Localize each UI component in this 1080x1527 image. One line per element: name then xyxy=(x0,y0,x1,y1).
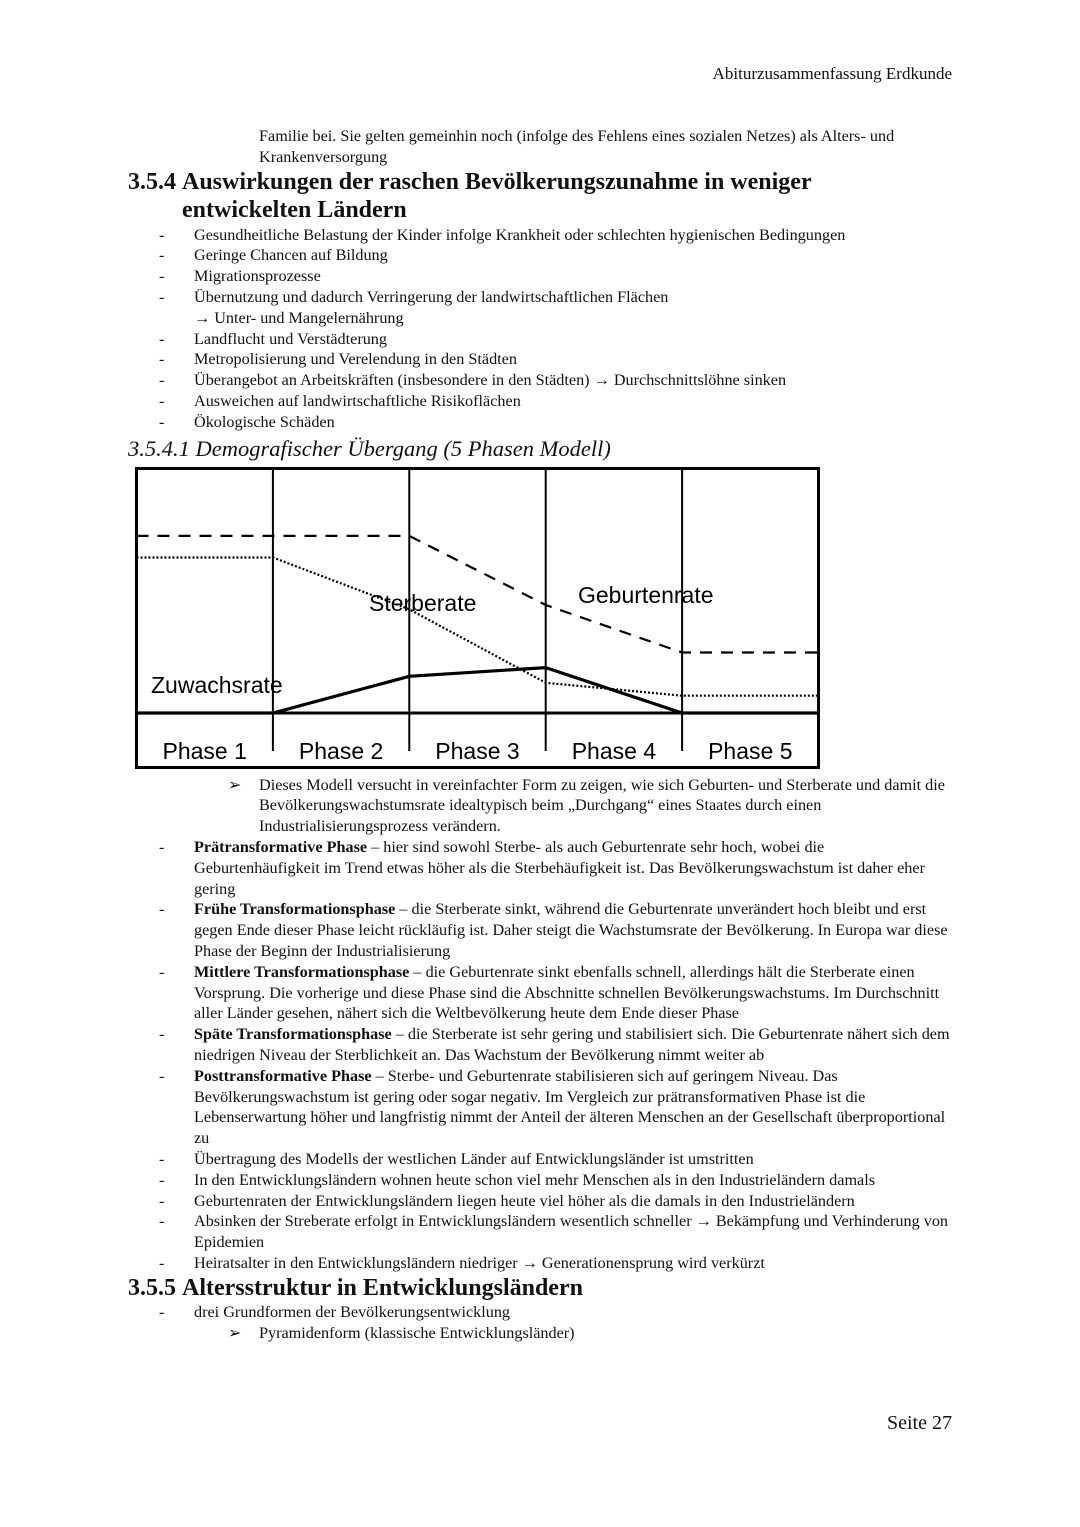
phase-label: Phase 2 xyxy=(298,737,384,764)
phase-item xyxy=(128,899,954,961)
list-item: - In den Entwicklungsländern wohnen heute schon viel mehr Menschen als in den Industrieländern damals xyxy=(128,1170,954,1191)
page-header: Abiturzusammenfassung Erdkunde xyxy=(712,64,952,83)
geburtenrate-line xyxy=(137,535,819,652)
phase-text: – die Geburtenrate sinkt ebenfalls schnell, allerdings hält die Sterberate einen Vorsprung. Die vorherige und diese Phase sind die Abschnitte schnellen Bevölkerungswachstums. Im Durchschnitt aller Länder gesehen, nähert sich die Weltbevölkerung heute dem Ende dieser Phase xyxy=(194,962,940,1023)
section-heading-354 xyxy=(128,168,954,225)
demographic-transition-chart xyxy=(135,467,821,769)
arrowhead-bullet-icon: ➢ xyxy=(228,775,242,794)
chart-frame xyxy=(137,468,819,767)
phase-term: Späte Transformationsphase xyxy=(194,1025,392,1044)
list-item: - drei Grundformen der Bevölkerungsentwicklung xyxy=(128,1302,954,1323)
phase-item xyxy=(128,962,954,1024)
age-structure-list xyxy=(128,1302,954,1323)
phase-label: Phase 5 xyxy=(708,737,793,764)
list-item: - Metropolisierung und Verelendung in den Städten xyxy=(128,349,954,370)
phase-text: – die Sterberate sinkt, während die Geburtenrate unverändert hoch bleibt und erst gegen Ende dieser Phase leicht rückläufig ist. Daher steigt die Wachstumsrate der Bevölkerung. In Europa war diese Phase der Beginn der Industrialisierung xyxy=(194,900,948,960)
subsection-heading-3541: 3.5.4.1 Demografischer Übergang (5 Phasen Modell) xyxy=(128,435,611,461)
section-heading-355 xyxy=(128,1274,954,1303)
phase-label: Phase 3 xyxy=(435,737,520,764)
effects-list xyxy=(128,225,954,433)
sterberate-label: Sterberate xyxy=(369,589,477,616)
list-item: - Ökologische Schäden xyxy=(128,412,954,433)
list-item xyxy=(128,287,954,329)
age-structure-subitem xyxy=(128,1323,954,1344)
model-note xyxy=(128,775,954,837)
list-item: - Geburtenraten der Entwicklungsländern liegen heute viel höher als die damals in den Industrieländern xyxy=(128,1191,954,1212)
phase-item xyxy=(128,1024,954,1066)
list-item: - Ausweichen auf landwirtschaftliche Risikoflächen xyxy=(128,391,954,412)
intro-text: Familie bei. Sie gelten gemeinhin noch (infolge des Fehlens eines sozialen Netzes) als Alters- und Krankenversorgung xyxy=(259,127,895,166)
list-item: - Migrationsprozesse xyxy=(128,266,954,287)
zuwachsrate-label: Zuwachsrate xyxy=(151,671,283,698)
list-item-text: - Übernutzung und dadurch Verringerung der landwirtschaftlichen Flächen xyxy=(194,287,669,306)
section-title: Auswirkungen der raschen Bevölkerungszunahme in weniger entwickelten Ländern xyxy=(182,168,812,224)
geburtenrate-label: Geburtenrate xyxy=(578,581,714,608)
chart-svg xyxy=(135,467,821,769)
page-number: Seite 27 xyxy=(887,1412,952,1434)
phase-term: Mittlere Transformationsphase xyxy=(194,962,410,981)
section-title: Altersstruktur in Entwicklungsländern xyxy=(182,1274,583,1301)
subitem-text: Pyramidenform (klassische Entwicklungsländer) xyxy=(259,1323,575,1342)
phase-label: Phase 4 xyxy=(571,737,657,764)
phase-label: Phase 1 xyxy=(162,737,247,764)
list-item: - Absinken der Streberate erfolgt in Entwicklungsländern wesentlich schneller → Bekämpfung und Verhinderung von Epidemien xyxy=(128,1211,954,1253)
list-item: - Übertragung des Modells der westlichen Länder auf Entwicklungsländer ist umstritten xyxy=(128,1149,954,1170)
phase-list xyxy=(128,837,954,1274)
phase-text: – Sterbe- und Geburtenrate stabilisieren sich auf geringem Niveau. Das Bevölkerungswachstum ist gering oder sogar negativ. Im Vergleich zur prätransformativen Phase ist die Lebenserwartung höher und langfristig nimmt der Anteil der älteren Menschen an der Gesellschaft überproportional zu xyxy=(194,1066,946,1148)
section-number: 3.5.4 xyxy=(128,168,176,195)
list-item: - Überangebot an Arbeitskräften (insbesondere in den Städten) → Durchschnittslöhne sinken xyxy=(128,370,954,391)
list-item: - Geringe Chancen auf Bildung xyxy=(128,245,954,266)
list-item: - Landflucht und Verstädterung xyxy=(128,329,954,350)
list-item: - Gesundheitliche Belastung der Kinder infolge Krankheit oder schlechten hygienischen Bedingungen xyxy=(128,225,954,246)
phase-text: – die Sterberate ist sehr gering und stabilisiert sich. Die Geburtenrate nähert sich dem niedrigen Niveau der Sterblichkeit an. Das Wachstum der Bevölkerung nimmt weiter ab xyxy=(194,1025,950,1064)
phase-term: Prätransformative Phase xyxy=(194,837,368,856)
phase-text: – hier sind sowohl Sterbe- als auch Geburtenrate sehr hoch, wobei die Geburtenhäufigkeit im Trend etwas höher als die Sterbehäufigkeit ist. Das Bevölkerungswachstum ist daher eher gering xyxy=(194,837,925,898)
section-number: 3.5.5 xyxy=(128,1274,176,1301)
phase-item xyxy=(128,837,954,899)
model-note-text: Dieses Modell versucht in vereinfachter Form zu zeigen, wie sich Geburten- und Sterberate und damit die Bevölkerungswachstumsrate idealtypisch beim „Durchgang“ eines Staates durch einen Industrialisierungsprozess verändern. xyxy=(259,775,945,836)
page-content xyxy=(128,126,954,1344)
phase-term: Frühe Transformationsphase xyxy=(194,900,396,919)
phase-term: Posttransformative Phase xyxy=(194,1066,372,1085)
phase-item xyxy=(128,1066,954,1149)
list-subitem: → Unter- und Mangelernährung xyxy=(194,308,404,327)
arrowhead-bullet-icon: ➢ xyxy=(228,1323,242,1342)
list-item: - Heiratsalter in den Entwicklungsländern niedriger → Generationensprung wird verkürzt xyxy=(128,1253,954,1274)
